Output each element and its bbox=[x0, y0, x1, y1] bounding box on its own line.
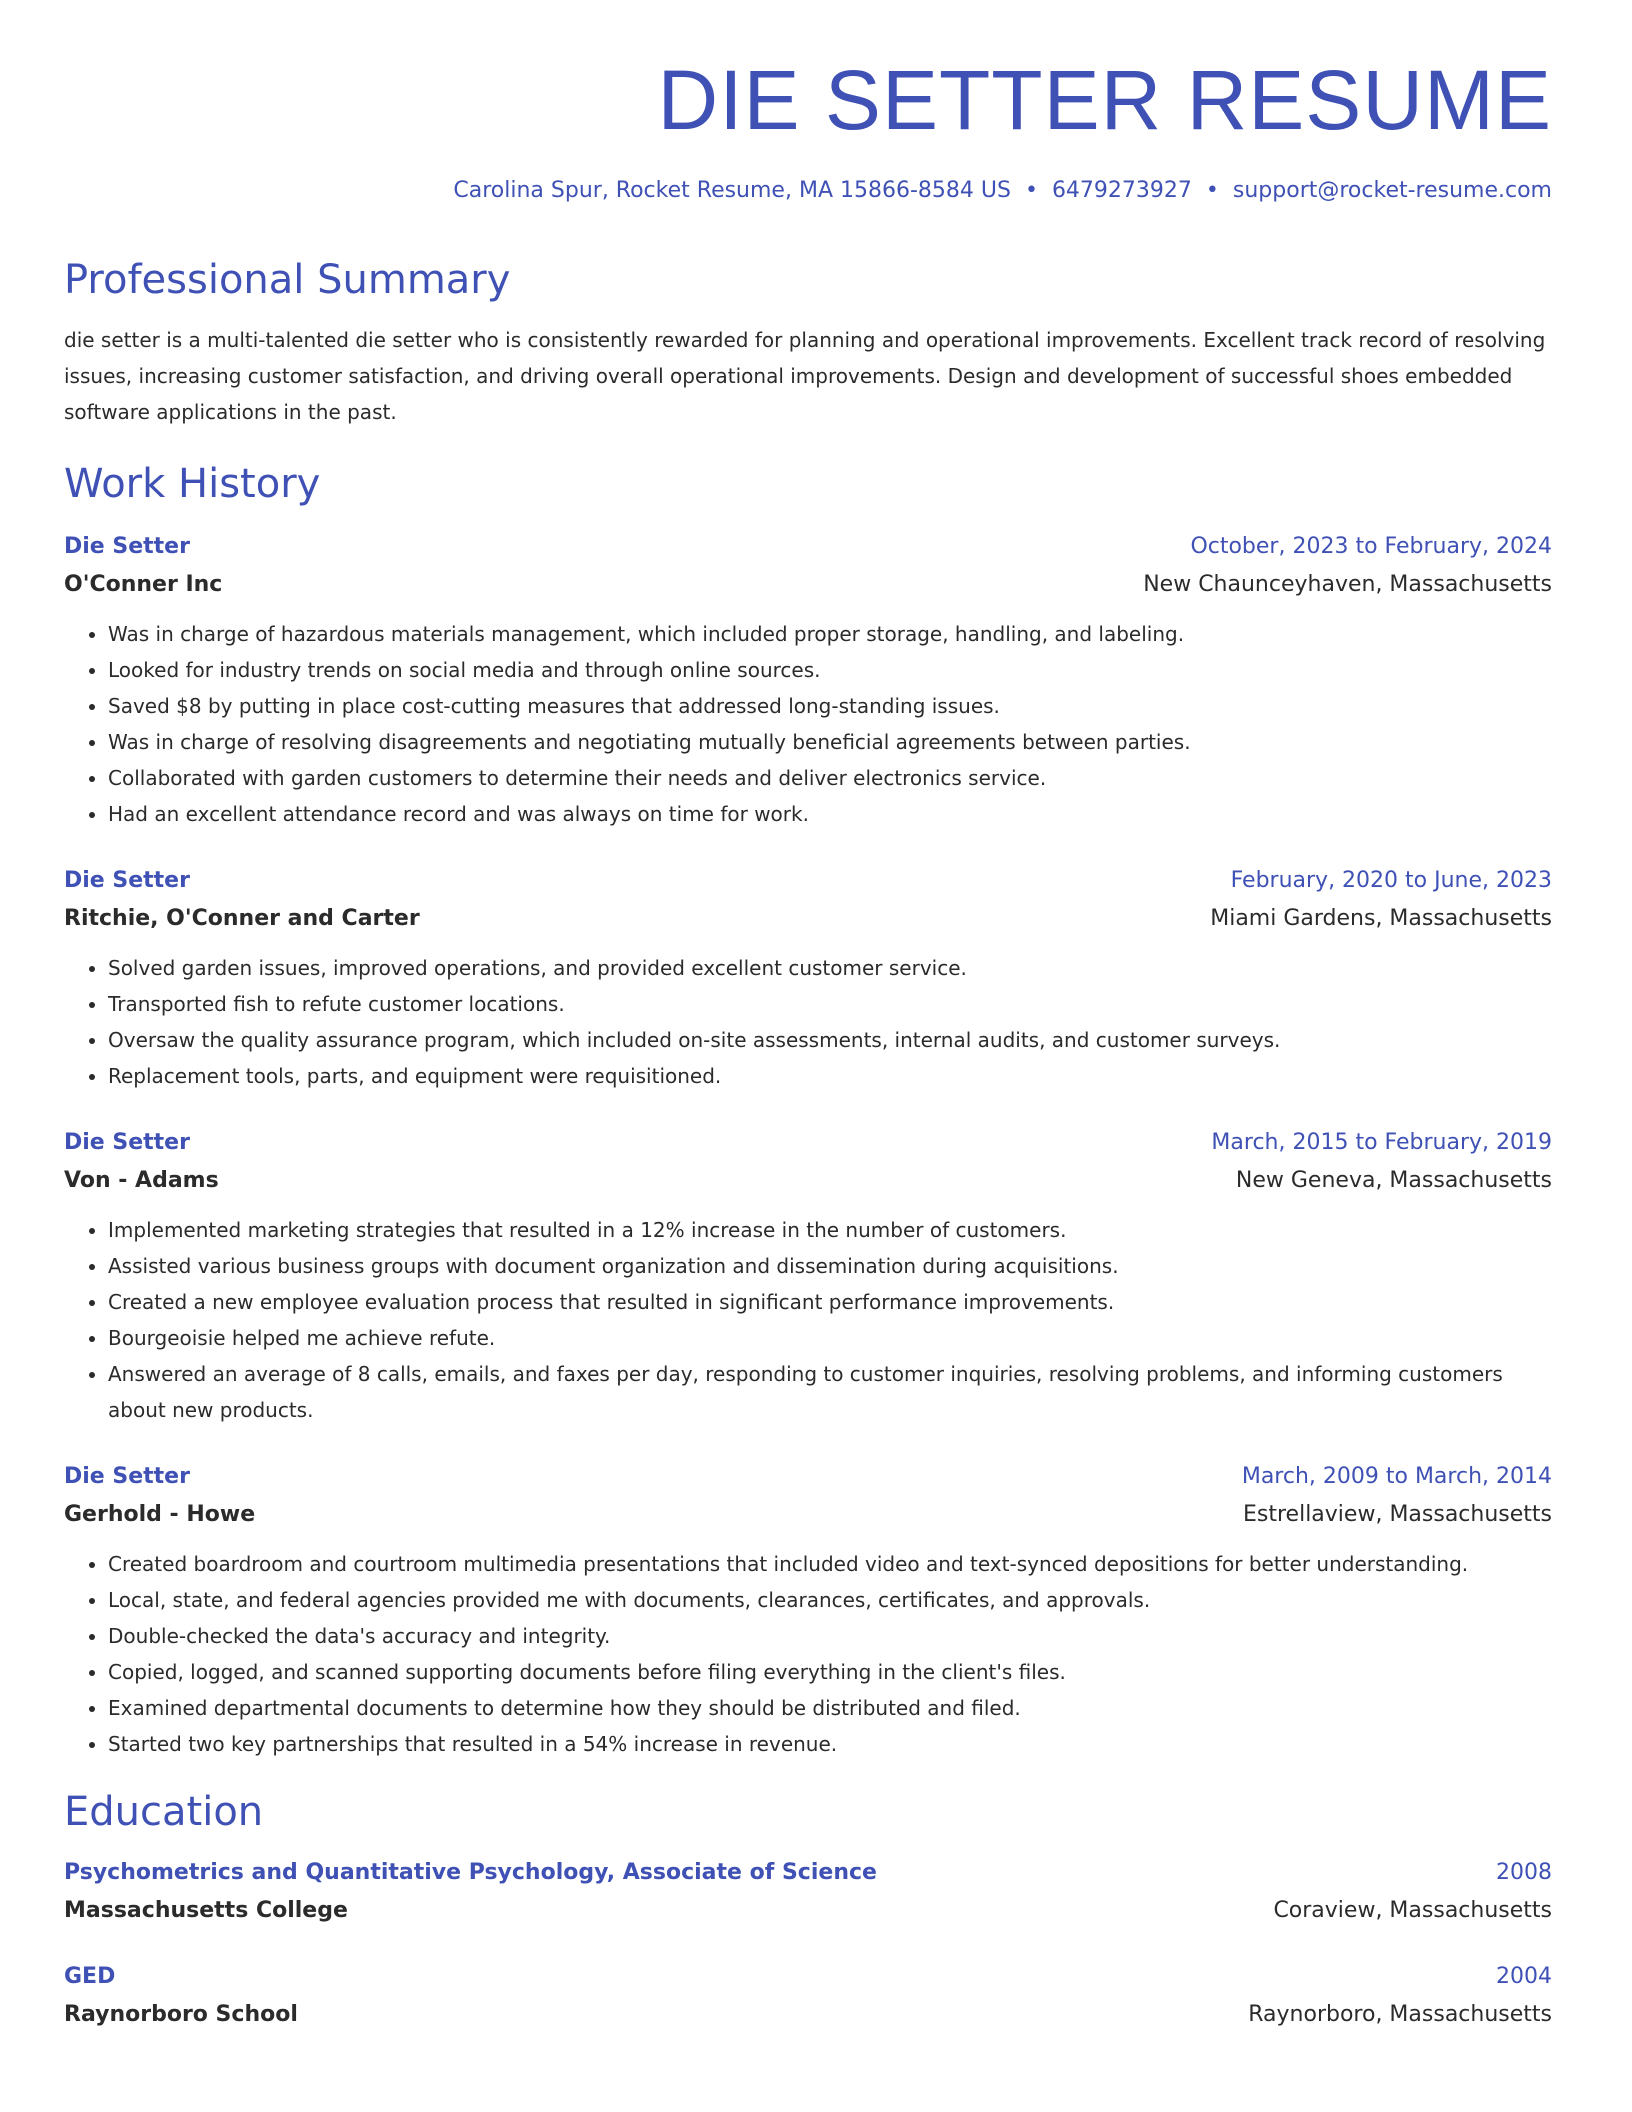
job-role: Die Setter bbox=[64, 868, 190, 893]
job-bullet: • Was in charge of resolving disagreements and negotiating mutually beneficial agreements between parties. bbox=[108, 724, 1552, 760]
job-entry bbox=[64, 1458, 1552, 1762]
job-bullet: • Implemented marketing strategies that resulted in a 12% increase in the number of customers. bbox=[108, 1212, 1552, 1248]
job-dates: February, 2020 to June, 2023 bbox=[1230, 868, 1552, 893]
job-bullet: • Transported fish to refute customer locations. bbox=[108, 986, 1552, 1022]
summary-text: die setter is a multi-talented die setter who is consistently rewarded for planning and operational improvements. Excellent track record of resolving issues, increasing customer satisfaction, and driving overall operational improvements. Design and development of successful shoes embedded software applications in the past. bbox=[64, 328, 1546, 424]
job-bullet: • Examined departmental documents to determine how they should be distributed and filed. bbox=[108, 1690, 1552, 1726]
job-dates: March, 2009 to March, 2014 bbox=[1241, 1464, 1552, 1489]
job-bullet: • Looked for industry trends on social media and through online sources. bbox=[108, 652, 1552, 688]
education-heading: Education bbox=[64, 1789, 264, 1835]
job-bullet: • Had an excellent attendance record and was always on time for work. bbox=[108, 796, 1552, 832]
job-bullet: • Copied, logged, and scanned supporting documents before filing everything in the client's files. bbox=[108, 1654, 1552, 1690]
resume-page bbox=[64, 52, 1552, 2034]
resume-header bbox=[64, 52, 1552, 206]
job-entry bbox=[64, 862, 1552, 1094]
education-degree: Psychometrics and Quantitative Psychology, Associate of Science bbox=[64, 1860, 877, 1885]
separator-dot: • bbox=[1205, 178, 1219, 203]
contact-email[interactable]: support@rocket-resume.com bbox=[1232, 178, 1552, 203]
job-bullets bbox=[64, 950, 1552, 1094]
job-entry bbox=[64, 1124, 1552, 1428]
job-role: Die Setter bbox=[64, 1464, 190, 1489]
job-bullet: • Created a new employee evaluation process that resulted in significant performance improvements. bbox=[108, 1284, 1552, 1320]
job-bullets bbox=[64, 1212, 1552, 1428]
work-history-heading: Work History bbox=[64, 461, 321, 507]
separator-dot: • bbox=[1024, 178, 1038, 203]
job-bullet: • Oversaw the quality assurance program, which included on-site assessments, internal audits, and customer surveys. bbox=[108, 1022, 1552, 1058]
job-bullet: • Bourgeoisie helped me achieve refute. bbox=[108, 1320, 1552, 1356]
summary-heading: Professional Summary bbox=[64, 257, 511, 303]
job-role: Die Setter bbox=[64, 534, 190, 559]
resume-title: DIE SETTER RESUME bbox=[657, 53, 1552, 147]
job-bullets bbox=[64, 1546, 1552, 1762]
education-entry bbox=[64, 1854, 1552, 1930]
education-location: Coraview, Massachusetts bbox=[1273, 1898, 1552, 1923]
job-bullet: • Replacement tools, parts, and equipment were requisitioned. bbox=[108, 1058, 1552, 1094]
education-school: Raynorboro School bbox=[64, 2002, 298, 2027]
job-dates: March, 2015 to February, 2019 bbox=[1211, 1130, 1552, 1155]
job-bullet: • Saved $8 by putting in place cost-cutting measures that addressed long-standing issues. bbox=[108, 688, 1552, 724]
contact-address: Carolina Spur, Rocket Resume, MA 15866-8584 US bbox=[453, 178, 1011, 203]
job-bullet: • Local, state, and federal agencies provided me with documents, clearances, certificates, and approvals. bbox=[108, 1582, 1552, 1618]
job-entry bbox=[64, 528, 1552, 832]
job-company: O'Conner Inc bbox=[64, 572, 223, 597]
job-location: Estrellaview, Massachusetts bbox=[1243, 1502, 1552, 1527]
job-company: Gerhold - Howe bbox=[64, 1502, 256, 1527]
job-bullet: • Started two key partnerships that resulted in a 54% increase in revenue. bbox=[108, 1726, 1552, 1762]
education-degree: GED bbox=[64, 1964, 116, 1989]
contact-line bbox=[64, 176, 1552, 206]
job-bullet: • Collaborated with garden customers to determine their needs and deliver electronics service. bbox=[108, 760, 1552, 796]
job-location: New Geneva, Massachusetts bbox=[1235, 1168, 1552, 1193]
job-bullet: • Solved garden issues, improved operations, and provided excellent customer service. bbox=[108, 950, 1552, 986]
education-location: Raynorboro, Massachusetts bbox=[1248, 2002, 1552, 2027]
education-entry bbox=[64, 1958, 1552, 2034]
education-year: 2004 bbox=[1496, 1964, 1552, 1989]
job-bullet: • Answered an average of 8 calls, emails, and faxes per day, responding to customer inquiries, resolving problems, and informing customers about new products. bbox=[108, 1356, 1552, 1428]
job-bullet: • Created boardroom and courtroom multimedia presentations that included video and text-synced depositions for better understanding. bbox=[108, 1546, 1552, 1582]
job-role: Die Setter bbox=[64, 1130, 190, 1155]
contact-phone: 6479273927 bbox=[1051, 178, 1192, 203]
job-bullets bbox=[64, 616, 1552, 832]
job-bullet: • Assisted various business groups with document organization and dissemination during acquisitions. bbox=[108, 1248, 1552, 1284]
job-location: New Chaunceyhaven, Massachusetts bbox=[1143, 572, 1552, 597]
job-location: Miami Gardens, Massachusetts bbox=[1210, 906, 1552, 931]
education-year: 2008 bbox=[1496, 1860, 1552, 1885]
job-bullet: • Double-checked the data's accuracy and integrity. bbox=[108, 1618, 1552, 1654]
job-company: Ritchie, O'Conner and Carter bbox=[64, 906, 420, 931]
job-bullet: • Was in charge of hazardous materials management, which included proper storage, handling, and labeling. bbox=[108, 616, 1552, 652]
job-company: Von - Adams bbox=[64, 1168, 219, 1193]
job-dates: October, 2023 to February, 2024 bbox=[1190, 534, 1552, 559]
education-school: Massachusetts College bbox=[64, 1898, 348, 1923]
